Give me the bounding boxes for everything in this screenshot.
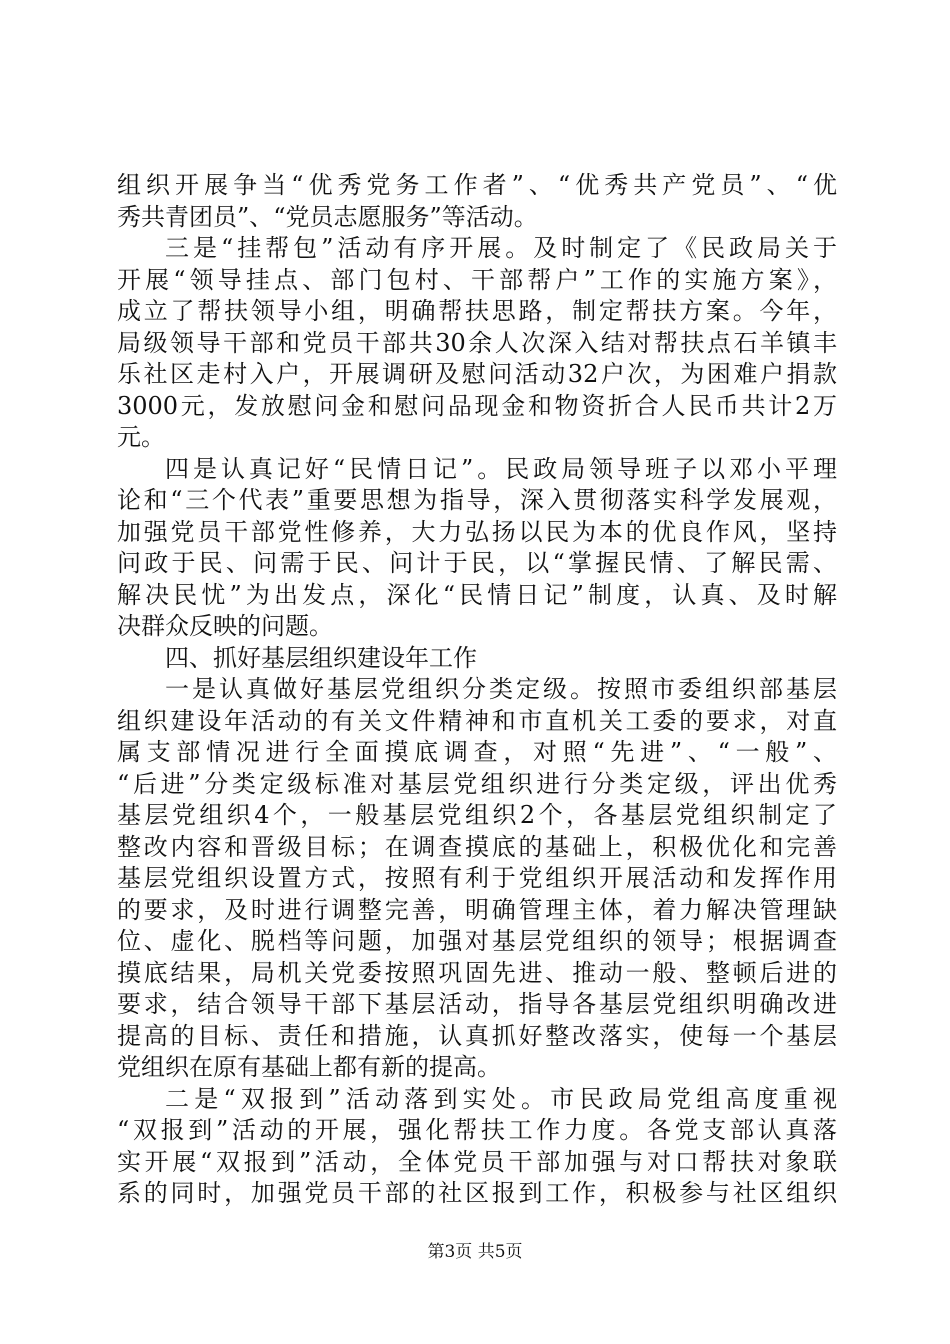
page-footer [0,1240,950,1264]
page-number: 第3页 共5页 [427,1242,523,1262]
text-line: 秀共青团员”、“党员志愿服务”等活动。 [117,202,538,231]
text-line: 基层党组织4个，一般基层党组织2个，各基层党组织制定了 [117,801,837,829]
text-line: 加强党员干部党性修养，大力弘扬以民为本的优良作风，坚持 [117,517,837,546]
text-line: 解决民忧”为出发点，深化“民情日记”制度，认真、及时解 [117,580,837,609]
text-line: 要求，结合领导干部下基层活动，指导各基层党组织明确改进 [117,990,837,1018]
text-line: 3000元，发放慰问金和慰问品现金和物资折合人民币共计2万 [117,391,837,420]
document-body [117,170,837,1210]
text-line: 成立了帮扶领导小组，明确帮扶思路，制定帮扶方案。今年， [117,297,837,325]
text-line: 乐社区走村入户，开展调研及慰问活动32户次，为困难户捐款 [117,360,837,388]
text-line: 问政于民、问需于民、问计于民，以“掌握民情、了解民需、 [117,549,837,577]
text-line: 三是“挂帮包”活动有序开展。及时制定了《民政局关于 [165,234,837,262]
text-line: 组织开展争当“优秀党务工作者”、“优秀共产党员”、“优 [117,171,837,199]
text-line: 系的同时，加强党员干部的社区报到工作，积极参与社区组织 [117,1179,837,1207]
text-line: 四、抓好基层组织建设年工作 [165,643,477,672]
text-line: 摸底结果，局机关党委按照巩固先进、推动一般、整顿后进的 [117,958,837,987]
text-line: 组织建设年活动的有关文件精神和市直机关工委的要求，对直 [117,706,837,735]
text-line: 开展“领导挂点、部门包村、干部帮户”工作的实施方案》， [117,265,837,294]
text-line: 局级领导干部和党员干部共30余人次深入结对帮扶点石羊镇丰 [117,328,837,357]
text-line: “后进”分类定级标准对基层党组织进行分类定级，评出优秀 [117,769,837,798]
text-line: 元。 [117,423,165,451]
text-line: 属支部情况进行全面摸底调查，对照“先进”、“一般”、 [117,738,837,766]
text-line: 论和“三个代表”重要思想为指导，深入贯彻落实科学发展观， [117,486,837,514]
text-line: 一是认真做好基层党组织分类定级。按照市委组织部基层 [165,675,837,703]
text-line: 提高的目标、责任和措施，认真抓好整改落实，使每一个基层 [117,1021,837,1050]
text-line: 党组织在原有基础上都有新的提高。 [117,1053,501,1081]
text-line: 整改内容和晋级目标；在调查摸底的基础上，积极优化和完善 [117,832,837,861]
text-line: “双报到”活动的开展，强化帮扶工作力度。各党支部认真落 [117,1116,837,1144]
text-line: 位、虚化、脱档等问题，加强对基层党组织的领导；根据调查 [117,927,837,955]
text-line: 决群众反映的问题。 [117,612,333,640]
text-line: 基层党组织设置方式，按照有利于党组织开展活动和发挥作用 [117,864,837,892]
text-line: 的要求，及时进行调整完善，明确管理主体，着力解决管理缺 [117,895,837,924]
text-line: 实开展“双报到”活动，全体党员干部加强与对口帮扶对象联 [117,1147,837,1176]
text-line: 四是认真记好“民情日记”。民政局领导班子以邓小平理 [165,454,837,483]
text-line: 二是“双报到”活动落到实处。市民政局党组高度重视 [165,1084,837,1113]
